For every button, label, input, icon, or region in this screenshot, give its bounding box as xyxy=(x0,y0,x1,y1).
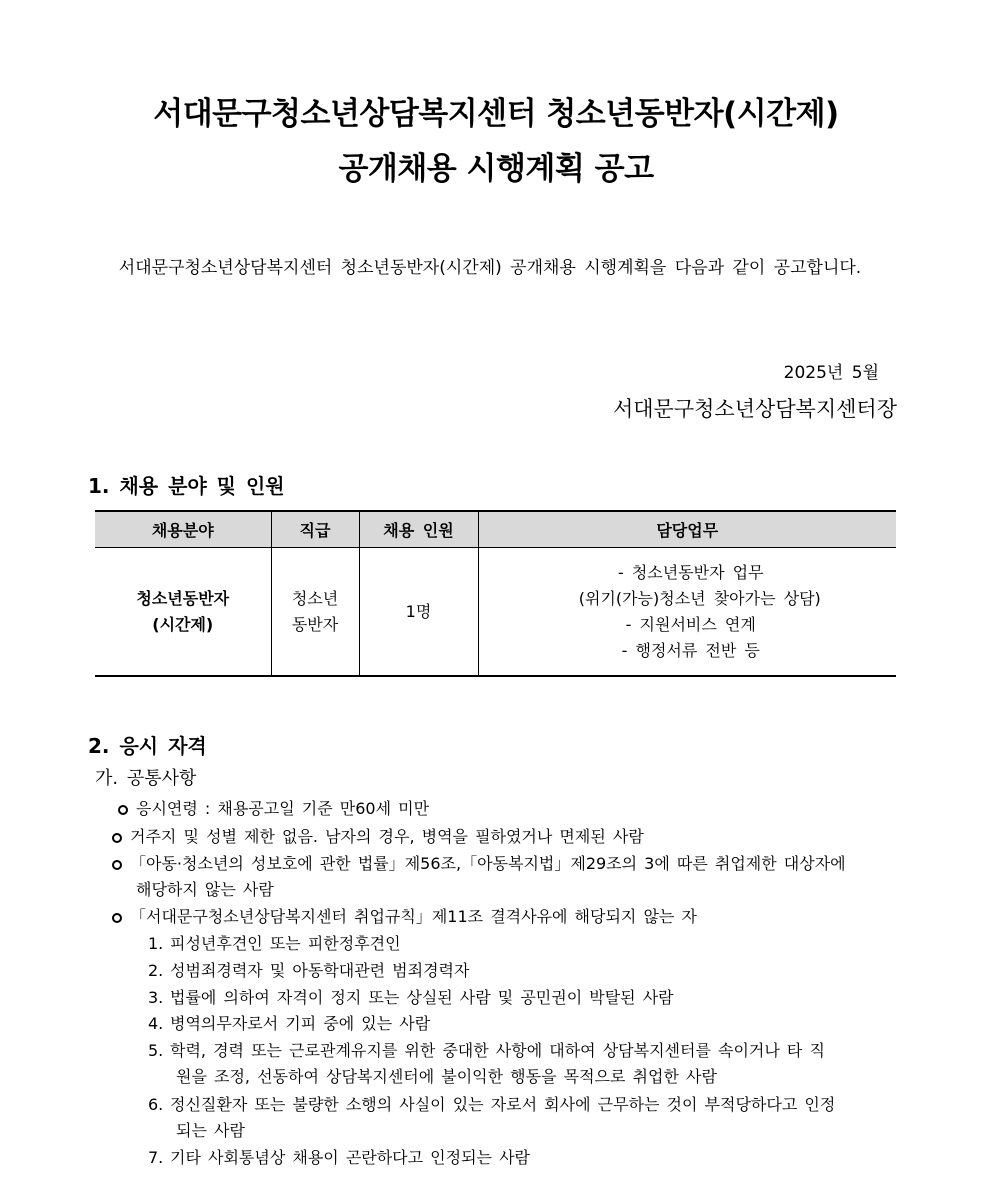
duty-item: (위기(가능)청소년 찾아가는 상담) xyxy=(578,588,821,608)
bullet-text: 「아동·청소년의 성보호에 관한 법률」제56조,「아동복지법」제29조의 3에 따른 취업제한 대상자에 xyxy=(130,854,846,873)
bullet-item xyxy=(112,824,897,850)
item-text-continued: 되는 사람 xyxy=(176,1121,245,1140)
item-number: 4. xyxy=(148,1014,164,1033)
rank-line1: 청소년 xyxy=(291,588,339,608)
title-line1: 서대문구청소년상담복지센터 청소년동반자(시간제) xyxy=(153,96,839,132)
list-item xyxy=(148,1038,898,1090)
bullet-text: 응시연령 : 채용공고일 기준 만60세 미만 xyxy=(136,799,430,818)
section2-heading: 2. 응시 자격 xyxy=(88,734,207,758)
rank-line2: 동반자 xyxy=(291,614,339,634)
circle-bullet-icon xyxy=(118,805,128,815)
table-header-row xyxy=(95,511,896,548)
circle-bullet-icon xyxy=(112,913,122,923)
item-text: 정신질환자 또는 불량한 소행의 사실이 있는 자로서 회사에 근무하는 것이 부적당하다고 인정 xyxy=(170,1095,836,1114)
announcement-date: 2025년 5월 xyxy=(783,363,879,383)
signer: 서대문구청소년상담복지센터장 xyxy=(612,397,897,421)
list-item xyxy=(148,1145,898,1171)
bullet-text: 거주지 및 성별 제한 없음. 남자의 경우, 병역을 필하였거나 면제된 사람 xyxy=(130,827,644,846)
duty-item: - 행정서류 전반 등 xyxy=(621,640,760,660)
bullet-text: 「서대문구청소년상담복지센터 취업규칙」제11조 결격사유에 해당되지 않는 자 xyxy=(130,907,697,926)
bullet-item xyxy=(112,851,897,903)
table-row xyxy=(95,548,896,677)
cell-count: 1명 xyxy=(359,548,478,677)
list-item xyxy=(148,931,898,957)
bullet-text-continued: 해당하지 않는 사람 xyxy=(136,880,274,899)
field-line1: 청소년동반자 xyxy=(136,588,230,608)
bullet-item xyxy=(112,904,897,930)
list-item xyxy=(148,985,898,1011)
item-number: 2. xyxy=(148,961,164,980)
list-item xyxy=(148,958,898,984)
item-number: 3. xyxy=(148,988,164,1007)
intro-text: 서대문구청소년상담복지센터 청소년동반자(시간제) 공개채용 시행계획을 다음과 같이 공고합니다. xyxy=(118,258,862,278)
duty-item: - 청소년동반자 업무 xyxy=(617,562,764,582)
subsection-heading: 가. 공통사항 xyxy=(95,768,197,789)
item-text: 피성년후견인 또는 피한정후견인 xyxy=(170,934,401,953)
recruitment-table xyxy=(95,510,896,677)
cell-duties xyxy=(478,548,896,677)
item-text: 법률에 의하여 자격이 정지 또는 상실된 사람 및 공민권이 박탈된 사람 xyxy=(170,988,674,1007)
title-line2: 공개채용 시행계획 공고 xyxy=(338,151,654,187)
item-number: 7. xyxy=(148,1148,164,1167)
item-text: 기타 사회통념상 채용이 곤란하다고 인정되는 사람 xyxy=(170,1148,531,1167)
item-text-continued: 원을 조정, 선동하여 상담복지센터에 불이익한 행동을 목적으로 취업한 사람 xyxy=(176,1067,717,1086)
item-number: 6. xyxy=(148,1095,164,1114)
circle-bullet-icon xyxy=(112,833,122,843)
header-rank: 직급 xyxy=(271,511,359,548)
duty-item: - 지원서비스 연계 xyxy=(625,614,756,634)
cell-field xyxy=(95,548,271,677)
item-text: 병역의무자로서 기피 중에 있는 사람 xyxy=(170,1014,431,1033)
item-number: 5. xyxy=(148,1041,164,1060)
header-count: 채용 인원 xyxy=(359,511,478,548)
item-text: 학력, 경력 또는 근로관계유지를 위한 중대한 사항에 대하여 상담복지센터를 속이거나 타 직 xyxy=(170,1041,825,1060)
list-item xyxy=(148,1011,898,1037)
circle-bullet-icon xyxy=(112,860,122,870)
list-item xyxy=(148,1092,898,1144)
item-number: 1. xyxy=(148,934,164,953)
item-text: 성범죄경력자 및 아동학대관련 범죄경력자 xyxy=(170,961,470,980)
header-field: 채용분야 xyxy=(95,511,271,548)
cell-rank xyxy=(271,548,359,677)
section1-heading: 1. 채용 분야 및 인원 xyxy=(88,474,285,498)
header-duties: 담당업무 xyxy=(478,511,896,548)
field-line2: (시간제) xyxy=(152,614,214,634)
bullet-item xyxy=(118,796,903,822)
